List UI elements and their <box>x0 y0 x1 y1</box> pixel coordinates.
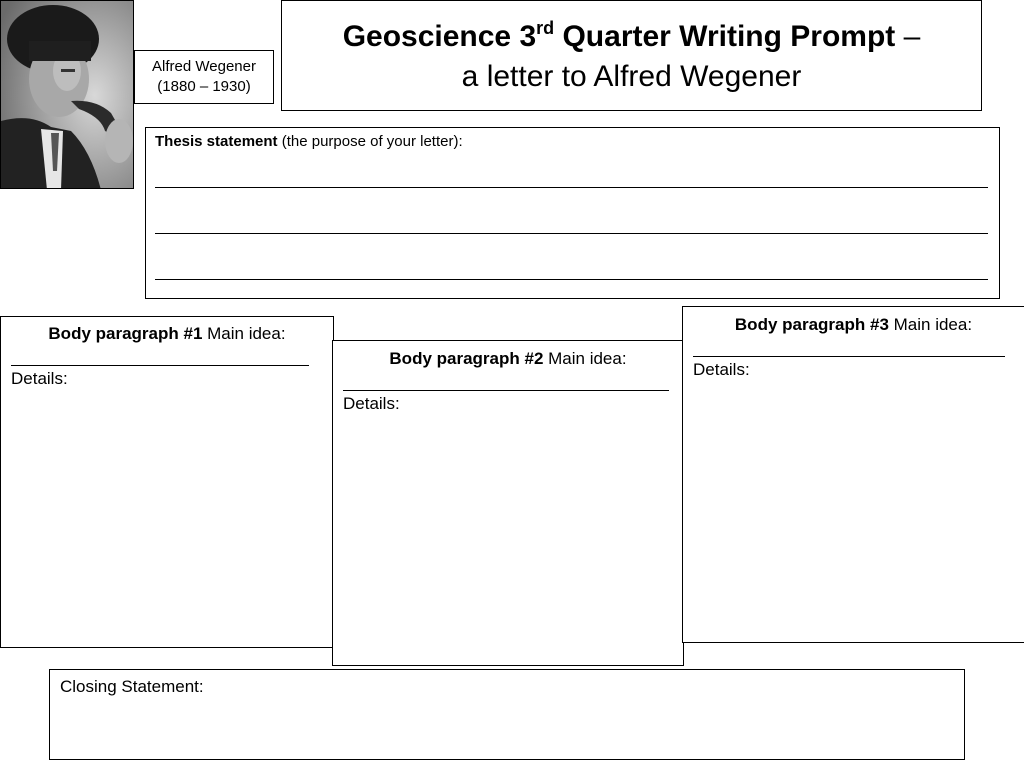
thesis-box <box>145 127 1000 299</box>
thesis-label: Thesis statement <box>155 133 278 150</box>
body-paragraph-1-label: Body paragraph #1 <box>48 324 203 343</box>
body-paragraph-3-box <box>682 306 1024 643</box>
thesis-line-1[interactable] <box>155 187 988 188</box>
caption-name: Alfred Wegener <box>152 58 256 75</box>
body-paragraph-1-box <box>0 316 334 648</box>
body-paragraph-2-label: Body paragraph #2 <box>389 349 544 368</box>
page-title <box>282 19 981 55</box>
thesis-line-2[interactable] <box>155 233 988 234</box>
body-paragraph-3-main-idea-line[interactable] <box>693 356 1005 357</box>
body-paragraph-2-main-idea: Main idea: <box>543 349 627 368</box>
body-paragraph-3-details: Details: <box>693 360 750 379</box>
title-part1: Geoscience 3 <box>342 20 537 53</box>
title-part2: Quarter Writing Prompt <box>554 20 896 53</box>
thesis-hint: (the purpose of your letter): <box>277 133 463 150</box>
body-paragraph-2-main-idea-line[interactable] <box>343 390 669 391</box>
body-paragraph-3-heading <box>693 314 1014 336</box>
title-box <box>281 0 982 111</box>
title-dash: – <box>895 20 921 53</box>
thesis-line-3[interactable] <box>155 279 988 280</box>
closing-statement-label: Closing Statement: <box>60 677 204 696</box>
portrait-caption <box>134 50 274 104</box>
body-paragraph-3-label: Body paragraph #3 <box>734 315 889 334</box>
body-paragraph-1-heading <box>11 323 323 345</box>
body-paragraph-1-details: Details: <box>11 369 68 388</box>
portrait-photo <box>0 0 134 189</box>
caption-dates: (1880 – 1930) <box>157 78 251 95</box>
body-paragraph-3-main-idea: Main idea: <box>888 315 973 334</box>
body-paragraph-1-main-idea: Main idea: <box>202 324 286 343</box>
body-paragraph-2-details: Details: <box>343 394 400 413</box>
closing-statement-box[interactable] <box>49 669 965 760</box>
title-superscript: rd <box>536 18 555 38</box>
body-paragraph-2-box <box>332 340 684 666</box>
thesis-heading <box>155 133 990 151</box>
body-paragraph-1-main-idea-line[interactable] <box>11 365 309 366</box>
page-subtitle: a letter to Alfred Wegener <box>461 60 802 93</box>
body-paragraph-2-heading <box>343 348 673 370</box>
